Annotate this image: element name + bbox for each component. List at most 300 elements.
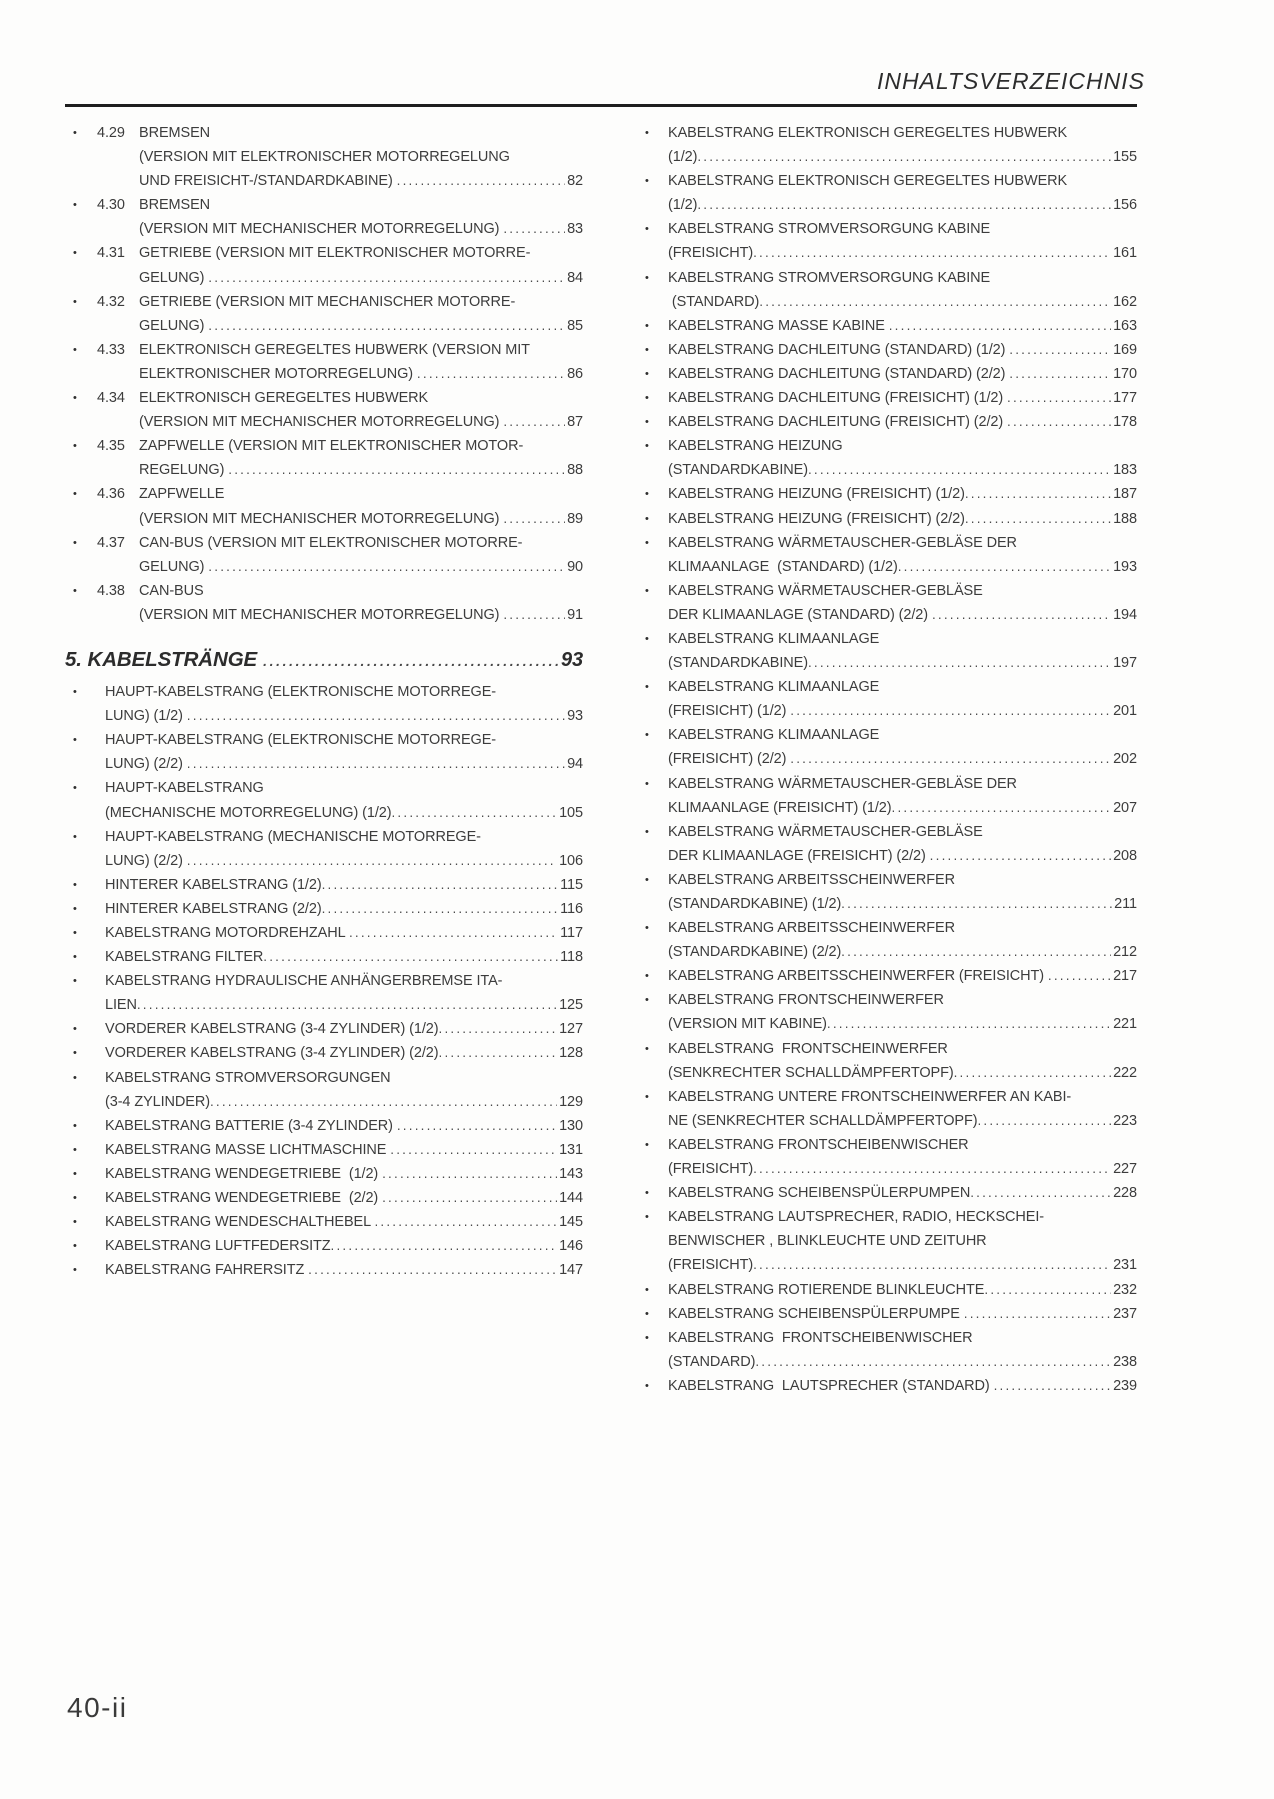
entry-text: KABELSTRANG WENDEGETRIEBE (2/2) — [105, 1190, 383, 1207]
toc-entry — [65, 386, 583, 434]
entry-page-number: 223 — [1113, 1112, 1137, 1129]
bullet-icon: • — [73, 734, 77, 747]
entry-text: (FREISICHT) — [668, 1257, 754, 1274]
toc-entry — [640, 507, 1137, 531]
entry-body — [668, 988, 1137, 1036]
entry-line — [139, 410, 583, 434]
entry-page-number: 188 — [1113, 510, 1137, 527]
entry-body — [668, 1302, 1137, 1326]
entry-page-number: 156 — [1113, 197, 1137, 214]
dot-leader — [391, 801, 557, 825]
bullet-icon: • — [645, 994, 649, 1007]
entry-line: CAN-BUS (VERSION MIT ELEKTRONISCHER MOTORRE- — [139, 534, 523, 551]
bullet-icon: • — [73, 440, 77, 453]
entry-page-number: 82 — [567, 173, 583, 190]
toc-entry — [65, 921, 583, 945]
dot-leader — [417, 362, 565, 386]
entry-line — [668, 747, 1137, 771]
entry-page-number: 143 — [559, 1165, 583, 1182]
dot-leader — [503, 507, 565, 531]
entry-text: (STANDARD) — [668, 293, 760, 310]
entry-body — [105, 969, 583, 1017]
entry-page-number: 115 — [560, 876, 583, 893]
entry-line: KABELSTRANG STROMVERSORGUNG KABINE — [668, 221, 991, 238]
dot-leader — [1007, 386, 1111, 410]
entry-line — [668, 1374, 1137, 1398]
entry-line — [668, 1061, 1137, 1085]
bullet-icon: • — [73, 1047, 77, 1060]
entry-page-number: 85 — [567, 317, 583, 334]
dot-leader — [137, 993, 557, 1017]
entry-line: KABELSTRANG KLIMAANLAGE — [668, 727, 880, 744]
entry-number: 4.35 — [97, 438, 125, 455]
dot-leader — [964, 1302, 1111, 1326]
entry-text: (FREISICHT) — [668, 245, 754, 262]
bullet-icon: • — [73, 536, 77, 549]
entry-line: GETRIEBE (VERSION MIT ELEKTRONISCHER MOTORRE- — [139, 245, 531, 262]
dot-leader — [210, 1090, 557, 1114]
bullet-icon: • — [645, 825, 649, 838]
entry-line — [668, 1350, 1137, 1374]
entry-line — [668, 145, 1137, 169]
entry-body — [105, 1210, 583, 1234]
bullet-icon: • — [645, 440, 649, 453]
entry-text: GELUNG) — [139, 269, 209, 286]
bullet-icon: • — [73, 247, 77, 260]
dot-leader — [954, 1061, 1111, 1085]
entry-body — [668, 1326, 1137, 1374]
entry-body — [668, 1181, 1137, 1205]
entry-body — [668, 266, 1137, 314]
entry-body — [105, 945, 583, 969]
entry-page-number: 106 — [559, 852, 583, 869]
bullet-icon: • — [645, 970, 649, 983]
entry-text: (1/2) — [668, 197, 698, 214]
bullet-icon: • — [645, 632, 649, 645]
bullet-icon: • — [645, 1138, 649, 1151]
entry-page-number: 194 — [1113, 606, 1137, 623]
dot-leader — [977, 1109, 1111, 1133]
entry-text: LUNG) (2/2) — [105, 756, 187, 773]
dot-leader — [187, 752, 565, 776]
entry-page-number: 146 — [559, 1238, 583, 1255]
toc-entry — [640, 1133, 1137, 1181]
bullet-icon: • — [73, 1023, 77, 1036]
entry-body — [668, 386, 1137, 410]
entry-body — [139, 482, 583, 530]
entry-page-number: 131 — [559, 1141, 583, 1158]
dot-leader — [753, 1253, 1111, 1277]
entry-page-number: 89 — [567, 510, 583, 527]
entry-page-number: 155 — [1113, 149, 1137, 166]
entry-line — [105, 897, 583, 921]
entry-body — [105, 1138, 583, 1162]
entry-body — [105, 873, 583, 897]
entry-body — [668, 1205, 1137, 1277]
entry-body — [668, 964, 1137, 988]
bullet-icon: • — [73, 878, 77, 891]
entry-page-number: 207 — [1113, 799, 1137, 816]
toc-entry — [640, 266, 1137, 314]
bullet-icon: • — [73, 1240, 77, 1253]
entry-text: KABELSTRANG MOTORDREHZAHL — [105, 925, 349, 941]
dot-leader — [965, 482, 1111, 506]
bullet-icon: • — [645, 392, 649, 405]
entry-text: (VERSION MIT MECHANISCHER MOTORREGELUNG) — [139, 606, 504, 623]
entry-page-number: 90 — [567, 558, 583, 575]
entry-text: UND FREISICHT-/STANDARDKABINE) — [139, 173, 397, 190]
dot-leader — [808, 651, 1111, 675]
page-header — [65, 68, 1145, 95]
entry-body — [668, 1037, 1137, 1085]
toc-entry — [640, 217, 1137, 265]
entry-line: KABELSTRANG WÄRMETAUSCHER-GEBLÄSE DER — [668, 534, 1017, 551]
dot-leader — [503, 410, 565, 434]
toc-entry — [65, 1234, 583, 1258]
toc-entry — [65, 1162, 583, 1186]
toc-entry — [65, 531, 583, 579]
dot-leader — [397, 169, 565, 193]
dot-leader — [1009, 338, 1111, 362]
entry-page-number: 128 — [559, 1045, 583, 1062]
bullet-icon: • — [645, 536, 649, 549]
dot-leader — [790, 699, 1111, 723]
toc-entry — [65, 897, 583, 921]
bullet-icon: • — [73, 199, 77, 212]
dot-leader — [308, 1258, 557, 1282]
entry-body — [668, 1085, 1137, 1133]
entry-body — [668, 1278, 1137, 1302]
dot-leader — [889, 314, 1111, 338]
bullet-icon: • — [73, 343, 77, 356]
bullet-icon: • — [645, 922, 649, 935]
bullet-icon: • — [645, 512, 649, 525]
entry-body — [105, 1162, 583, 1186]
entry-text: KABELSTRANG FILTER — [105, 949, 264, 966]
toc-entry — [640, 964, 1137, 988]
entry-line — [139, 169, 583, 193]
entry-number: 4.31 — [97, 245, 125, 262]
entry-line: KABELSTRANG KLIMAANLAGE — [668, 679, 880, 696]
dot-leader — [390, 1138, 557, 1162]
entry-body — [105, 1258, 583, 1282]
toc-entry — [65, 825, 583, 873]
entry-page-number: 144 — [559, 1190, 583, 1207]
entry-body — [139, 386, 583, 434]
entry-line: KABELSTRANG FRONTSCHEINWERFER — [668, 1040, 948, 1057]
dot-leader — [1048, 964, 1111, 988]
toc-entry — [640, 1181, 1137, 1205]
entry-text: KABELSTRANG DACHLEITUNG (STANDARD) (1/2) — [668, 341, 1010, 358]
dot-leader — [790, 747, 1111, 771]
entry-page-number: 83 — [567, 221, 583, 238]
entry-body — [105, 1017, 583, 1041]
entry-page-number: 84 — [567, 269, 583, 286]
entry-line — [668, 1253, 1137, 1277]
entry-line — [105, 921, 583, 945]
page-title: INHALTSVERZEICHNIS — [876, 68, 1145, 94]
dot-leader — [1007, 410, 1111, 434]
entry-line — [668, 458, 1137, 482]
entry-line: KABELSTRANG WÄRMETAUSCHER-GEBLÄSE — [668, 582, 983, 599]
entry-body — [105, 728, 583, 776]
entry-page-number: 116 — [560, 900, 583, 917]
entry-text: KABELSTRANG LAUTSPRECHER (STANDARD) — [668, 1377, 994, 1394]
toc-entry — [640, 627, 1137, 675]
entry-line: KABELSTRANG WÄRMETAUSCHER-GEBLÄSE — [668, 823, 983, 840]
entry-body — [668, 217, 1137, 265]
entry-body — [105, 776, 583, 824]
toc-entry — [640, 820, 1137, 868]
page-number-footer: 40-ii — [67, 1692, 128, 1723]
entry-text: KLIMAANLAGE (FREISICHT) (1/2) — [668, 799, 892, 816]
entry-text: KABELSTRANG BATTERIE (3-4 ZYLINDER) — [105, 1117, 397, 1134]
section-page-number: 93 — [560, 648, 583, 671]
bullet-icon: • — [73, 1119, 77, 1132]
bullet-icon: • — [645, 1090, 649, 1103]
dot-leader — [208, 314, 565, 338]
entry-line: KABELSTRANG STROMVERSORGUNG KABINE — [668, 269, 991, 286]
entry-text: HINTERER KABELSTRANG (1/2) — [105, 876, 322, 893]
entry-line — [139, 217, 583, 241]
toc-entry — [640, 868, 1137, 916]
entry-text: (VERSION MIT KABINE) — [668, 1016, 827, 1033]
entry-line — [668, 1302, 1137, 1326]
entry-body — [668, 627, 1137, 675]
entry-page-number: 125 — [559, 997, 583, 1014]
toc-entry — [640, 1302, 1137, 1326]
entry-line: HAUPT-KABELSTRANG (ELEKTRONISCHE MOTORREGE- — [105, 732, 497, 749]
dot-leader — [697, 145, 1111, 169]
dot-leader — [932, 603, 1111, 627]
entry-body — [668, 507, 1137, 531]
entry-page-number: 211 — [1114, 896, 1137, 912]
entry-page-number: 127 — [559, 1021, 583, 1038]
toc-entry — [640, 362, 1137, 386]
entry-line: HAUPT-KABELSTRANG — [105, 780, 264, 797]
entry-text: (VERSION MIT MECHANISCHER MOTORREGELUNG) — [139, 414, 504, 431]
entry-line — [105, 1041, 583, 1065]
entry-text: HINTERER KABELSTRANG (2/2) — [105, 900, 322, 917]
entry-page-number: 183 — [1113, 462, 1137, 479]
toc-entry — [65, 1114, 583, 1138]
entry-text: KABELSTRANG FAHRERSITZ — [105, 1262, 309, 1279]
toc-entry — [65, 579, 583, 627]
entry-line: KABELSTRANG ELEKTRONISCH GEREGELTES HUBWERK — [668, 173, 1068, 190]
entry-text: (STANDARDKABINE) — [668, 462, 808, 479]
entry-line: KABELSTRANG HEIZUNG — [668, 438, 843, 455]
bullet-icon: • — [645, 1331, 649, 1344]
entry-line — [668, 482, 1137, 506]
entry-line — [668, 603, 1137, 627]
dot-leader — [439, 1017, 558, 1041]
dot-leader — [503, 603, 565, 627]
entry-body — [668, 820, 1137, 868]
entry-line — [105, 1186, 583, 1210]
entry-text: KABELSTRANG ROTIERENDE BLINKLEUCHTE — [668, 1281, 985, 1298]
entry-page-number: 88 — [567, 462, 583, 479]
dot-leader — [930, 844, 1111, 868]
entry-line — [668, 1157, 1137, 1181]
dot-leader — [374, 1210, 557, 1234]
entry-line: KABELSTRANG FRONTSCHEINWERFER — [668, 992, 944, 1009]
entry-line: GETRIEBE (VERSION MIT MECHANISCHER MOTORRE- — [139, 293, 516, 310]
entry-line — [668, 844, 1137, 868]
entry-line: BENWISCHER , BLINKLEUCHTE UND ZEITUHR — [668, 1233, 987, 1250]
toc-entry — [65, 1186, 583, 1210]
entry-line: ELEKTRONISCH GEREGELTES HUBWERK — [139, 390, 429, 407]
entry-page-number: 163 — [1113, 317, 1137, 334]
toc-entry — [65, 482, 583, 530]
entry-line: ZAPFWELLE (VERSION MIT ELEKTRONISCHER MOTOR- — [139, 438, 524, 455]
entry-line — [105, 801, 583, 825]
entry-page-number: 237 — [1113, 1305, 1137, 1322]
entry-text: (MECHANISCHE MOTORREGELUNG) (1/2) — [105, 804, 392, 821]
entry-body — [105, 680, 583, 728]
dot-leader — [263, 945, 558, 969]
entry-page-number: 227 — [1113, 1161, 1137, 1178]
entry-line — [668, 555, 1137, 579]
entry-line — [668, 1012, 1137, 1036]
bullet-icon: • — [73, 488, 77, 501]
entry-line — [105, 1210, 583, 1234]
toc-entry — [65, 776, 583, 824]
entry-page-number: 145 — [559, 1214, 583, 1231]
bullet-icon: • — [645, 271, 649, 284]
entry-line — [668, 338, 1137, 362]
entry-page-number: 161 — [1113, 245, 1137, 262]
entry-text: KABELSTRANG SCHEIBENSPÜLERPUMPE — [668, 1305, 964, 1322]
toc-entry — [65, 1041, 583, 1065]
entry-page-number: 162 — [1113, 293, 1137, 310]
entry-page-number: 231 — [1113, 1257, 1137, 1274]
entry-text: KABELSTRANG MASSE LICHTMASCHINE — [105, 1141, 391, 1158]
entry-text: REGELUNG) — [139, 462, 229, 479]
entry-page-number: 118 — [560, 949, 583, 966]
bullet-icon: • — [73, 1216, 77, 1229]
entry-text: DER KLIMAANLAGE (FREISICHT) (2/2) — [668, 847, 930, 864]
entry-line — [105, 1162, 583, 1186]
entry-line: KABELSTRANG WÄRMETAUSCHER-GEBLÄSE DER — [668, 775, 1017, 792]
toc-entry — [640, 338, 1137, 362]
entry-number: 4.29 — [97, 125, 125, 141]
entry-line — [105, 1090, 583, 1114]
entry-body — [105, 1114, 583, 1138]
entry-body — [668, 482, 1137, 506]
entry-page-number: 212 — [1113, 944, 1137, 961]
entry-body — [139, 241, 583, 289]
entry-page-number: 129 — [559, 1093, 583, 1110]
dot-leader — [759, 290, 1111, 314]
dot-leader — [331, 1234, 558, 1258]
entry-body — [105, 921, 583, 945]
dot-leader — [322, 873, 559, 897]
entry-body — [668, 723, 1137, 771]
entry-line — [139, 362, 583, 386]
entry-line — [668, 193, 1137, 217]
entry-page-number: 193 — [1113, 558, 1137, 575]
entry-body — [668, 531, 1137, 579]
entry-body — [139, 193, 583, 241]
entry-body — [668, 121, 1137, 169]
entry-text: DER KLIMAANLAGE (STANDARD) (2/2) — [668, 606, 932, 623]
entry-text: NE (SENKRECHTER SCHALLDÄMPFERTOPF) — [668, 1112, 978, 1129]
entry-line — [139, 458, 583, 482]
entry-body — [668, 338, 1137, 362]
entry-text: GELUNG) — [139, 558, 209, 575]
entry-number: 4.30 — [97, 197, 125, 214]
entry-line — [668, 290, 1137, 314]
entry-text: KABELSTRANG SCHEIBENSPÜLERPUMPEN — [668, 1185, 971, 1202]
entry-page-number: 221 — [1113, 1016, 1137, 1033]
bullet-icon: • — [73, 927, 77, 939]
bullet-icon: • — [73, 686, 77, 699]
entry-line: KABELSTRANG FRONTSCHEIBENWISCHER — [668, 1136, 969, 1153]
entry-number: 4.36 — [97, 486, 125, 503]
toc-entry — [640, 410, 1137, 434]
toc-entry — [65, 241, 583, 289]
entry-text: (FREISICHT) (2/2) — [668, 751, 791, 768]
entry-page-number: 117 — [560, 925, 583, 941]
bullet-icon: • — [645, 681, 649, 694]
entry-line — [668, 314, 1137, 338]
entry-body — [668, 1133, 1137, 1181]
entry-text: KABELSTRANG LUFTFEDERSITZ — [105, 1238, 331, 1255]
entry-text: (VERSION MIT MECHANISCHER MOTORREGELUNG) — [139, 221, 504, 238]
bullet-icon: • — [645, 488, 649, 501]
entry-text: KABELSTRANG WENDESCHALTHEBEL — [105, 1214, 375, 1231]
toc-entry — [65, 434, 583, 482]
dot-leader — [439, 1041, 558, 1065]
bullet-icon: • — [645, 729, 649, 742]
entry-text: (3-4 ZYLINDER) — [105, 1093, 210, 1110]
entry-line — [139, 555, 583, 579]
toc-entry — [640, 1326, 1137, 1374]
entry-body — [668, 362, 1137, 386]
entry-body — [668, 169, 1137, 217]
bullet-icon: • — [73, 975, 77, 988]
entry-line: (VERSION MIT ELEKTRONISCHER MOTORREGELUNG — [139, 149, 510, 166]
bullet-icon: • — [73, 127, 77, 139]
entry-line — [668, 507, 1137, 531]
entry-page-number: 105 — [559, 804, 583, 821]
dot-leader — [970, 1181, 1111, 1205]
entry-number: 4.38 — [97, 582, 125, 599]
entry-page-number: 232 — [1113, 1281, 1137, 1298]
bullet-icon: • — [645, 416, 649, 429]
entry-line — [668, 241, 1137, 265]
entry-number: 4.34 — [97, 390, 125, 407]
dot-leader — [994, 1374, 1112, 1398]
entry-text: (STANDARD) — [668, 1353, 756, 1370]
entry-line — [105, 1114, 583, 1138]
entry-page-number: 177 — [1113, 390, 1137, 407]
entry-body — [668, 1374, 1137, 1398]
entry-text: LUNG) (2/2) — [105, 852, 187, 869]
entry-line: BREMSEN — [139, 197, 211, 214]
entry-body — [139, 579, 583, 627]
bullet-icon: • — [645, 175, 649, 188]
entry-page-number: 169 — [1113, 341, 1137, 358]
entry-line — [105, 1234, 583, 1258]
dot-leader — [382, 1162, 557, 1186]
entry-line: BREMSEN — [139, 125, 211, 141]
entry-line: KABELSTRANG ELEKTRONISCH GEREGELTES HUBWERK — [668, 125, 1068, 141]
entry-line — [668, 796, 1137, 820]
dot-leader — [697, 193, 1111, 217]
entry-text: (STANDARDKABINE) (2/2) — [668, 944, 842, 961]
dot-leader — [208, 266, 565, 290]
